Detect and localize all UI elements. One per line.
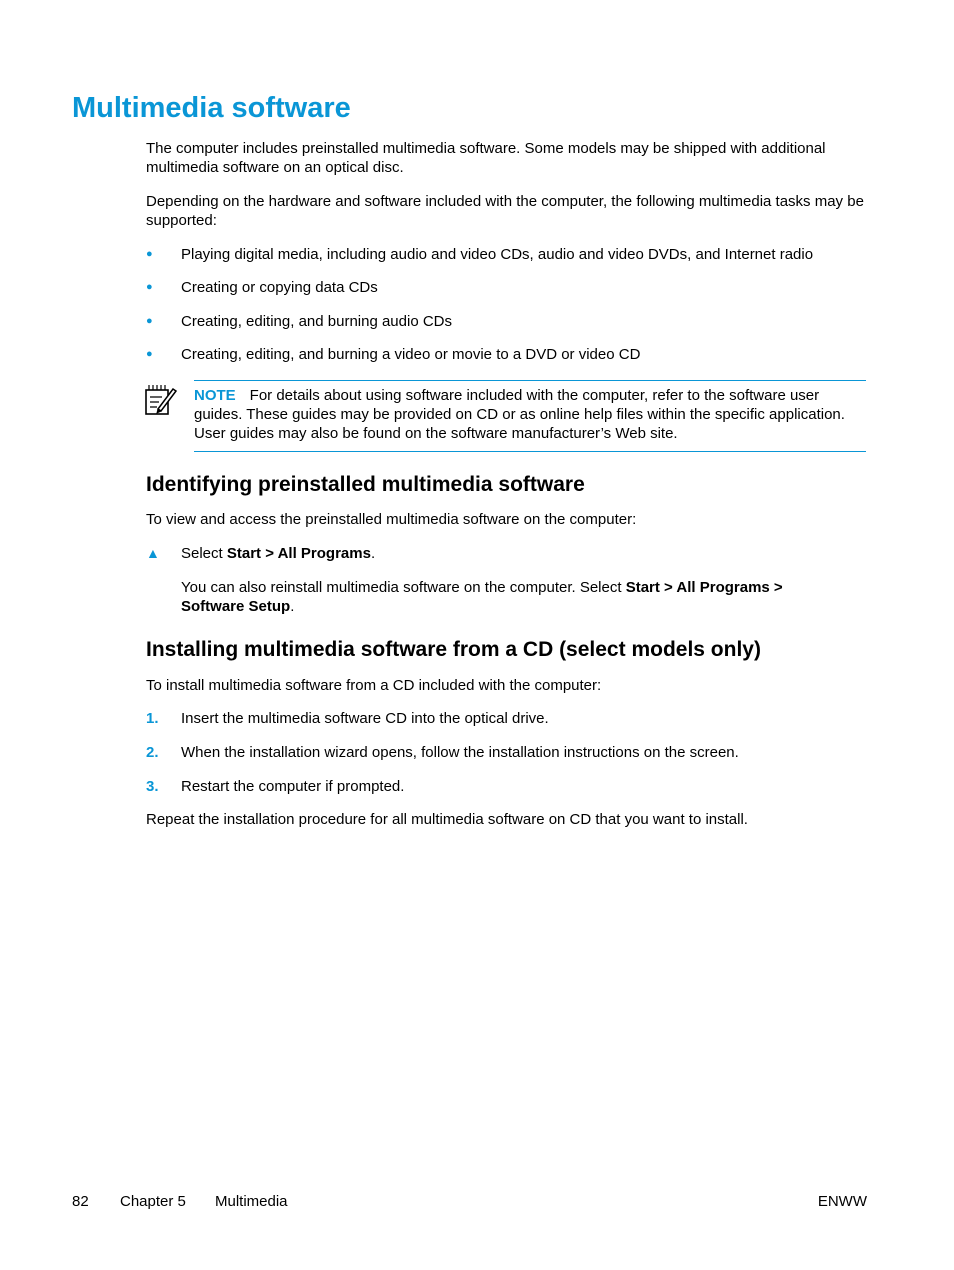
note-text: For details about using software included with the computer, refer to the software user guides. These guides may be provided on CD or as online help files within the specific application. User guides may also be found on the software manufacturer’s Web site. xyxy=(194,387,845,442)
step-text: Restart the computer if prompted. xyxy=(181,778,405,795)
section2-intro: To install multimedia software from a CD included with the computer: xyxy=(146,677,602,694)
note-box xyxy=(194,380,866,452)
triangle-step-icon: ▲ xyxy=(146,545,160,561)
page-title: Multimedia software xyxy=(72,92,351,124)
footer-doc-code: ENWW xyxy=(817,1193,867,1210)
page-number: 82 xyxy=(72,1193,89,1210)
section2-outro: Repeat the installation procedure for all multimedia software on CD that you want to install. xyxy=(146,811,748,828)
footer-chapter: Chapter 5 xyxy=(120,1193,186,1210)
footer-chapter-title: Multimedia xyxy=(215,1193,288,1210)
tasks-intro-paragraph: Depending on the hardware and software included with the computer, the following multimedia tasks may be supported: xyxy=(146,193,864,229)
section1-intro: To view and access the preinstalled multimedia software on the computer: xyxy=(146,511,637,528)
intro-paragraph: The computer includes preinstalled multimedia software. Some models may be shipped with additional multimedia software on an optical disc. xyxy=(146,140,826,176)
step-number: 3. xyxy=(146,778,159,795)
select-step: Select Start > All Programs. xyxy=(181,545,376,562)
step-text: When the installation wizard opens, follow the installation instructions on the screen. xyxy=(181,744,739,761)
reinstall-paragraph: You can also reinstall multimedia software on the computer. Select Start > All Programs > Software Setup. xyxy=(181,579,783,615)
bullet-dot-icon: ● xyxy=(146,281,153,293)
bullet-dot-icon: ● xyxy=(146,348,153,360)
step-number: 1. xyxy=(146,710,159,727)
step-number: 2. xyxy=(146,744,159,761)
bullet-dot-icon: ● xyxy=(146,315,153,327)
note-pencil-icon xyxy=(144,382,178,416)
note-label: NOTE xyxy=(194,387,236,404)
bullet-dot-icon: ● xyxy=(146,248,153,260)
section-heading-identifying: Identifying preinstalled multimedia software xyxy=(146,473,585,496)
section-heading-installing: Installing multimedia software from a CD (select models only) xyxy=(146,638,761,661)
step-text: Insert the multimedia software CD into the optical drive. xyxy=(181,710,549,727)
